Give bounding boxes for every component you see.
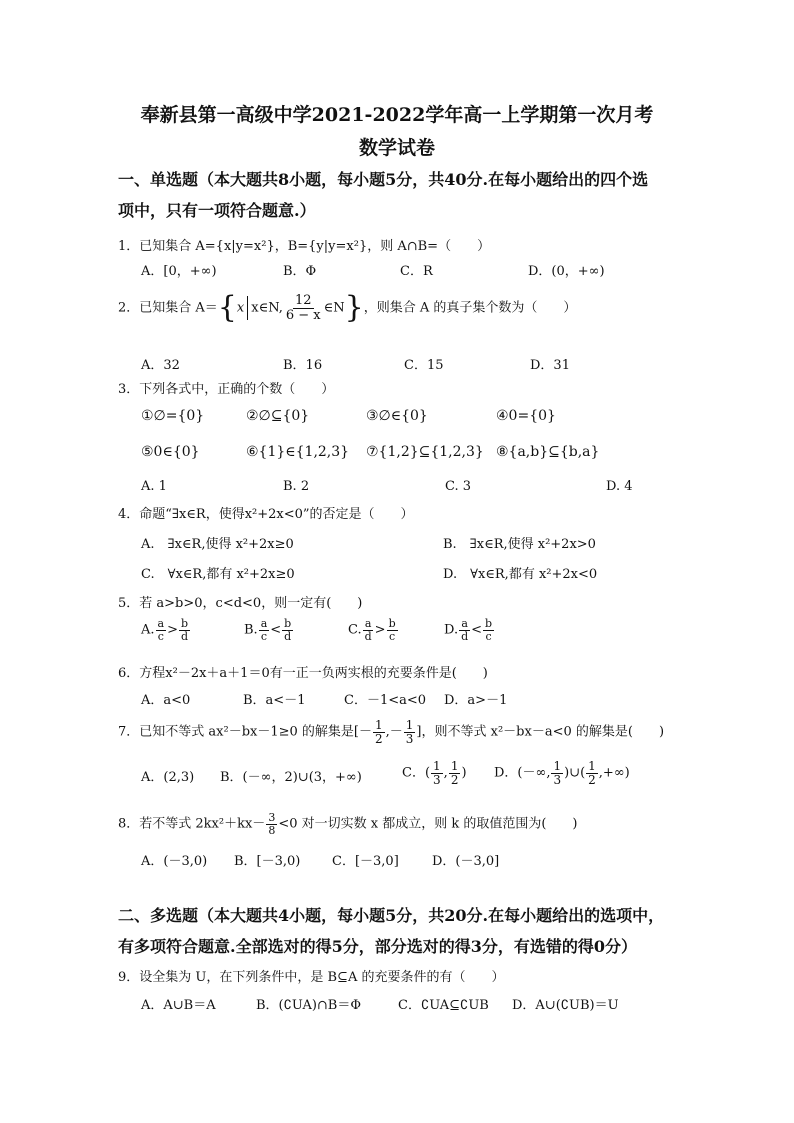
q4-stem: 4．命题“∃x∈R，使得x²+2x<0”的否定是（ ）	[118, 507, 414, 522]
q6-option-c: C．－1<a<0	[344, 693, 427, 708]
q9-option-b: B．(∁UA)∩B＝Φ	[256, 998, 362, 1013]
q2-option-c: C．15	[404, 358, 444, 373]
q5-option-b: B. $\frac{a}{c}$ < $\frac{b}{d}$	[244, 617, 292, 643]
q5-option-d: D. $\frac{a}{d}$ < $\frac{b}{c}$	[444, 617, 493, 643]
q3-item-6: ⑥{1}∈{1,2,3}	[246, 444, 350, 460]
q7-option-d: D．(－∞, $\frac{1}{3}$ )∪( $\frac{1}{2}$ ,+∞)	[494, 759, 630, 787]
q2-option-d: D．31	[530, 358, 570, 373]
q3-item-2: ②∅⊆{0}	[246, 408, 310, 424]
q1-option-a: A．[0，+∞)	[141, 264, 217, 279]
q3-stem: 3．下列各式中，正确的个数（ ）	[118, 382, 335, 397]
section1-heading-line1: 一、单选题（本大题共8小题，每小题5分，共40分.在每小题给出的四个选	[118, 170, 649, 189]
q3-item-5: ⑤0∈{0}	[141, 444, 200, 460]
q9-option-c: C．∁UA⊆∁UB	[398, 998, 489, 1013]
q3-item-4: ④0={0}	[496, 408, 556, 424]
q2-frac-den: 6 − x	[285, 307, 321, 323]
section1-heading-line2: 项中，只有一项符合题意.）	[118, 201, 316, 220]
q2-option-a: A．32	[141, 358, 180, 373]
q7-option-c: C．( $\frac{1}{3}$ , $\frac{1}{2}$ )	[402, 759, 467, 787]
q3-option-b: B. 2	[283, 479, 310, 494]
q2-stem-suffix: ，则集合 A 的真子集个数为（ ）	[363, 300, 577, 316]
q8-option-a: A．(－3,0)	[141, 854, 208, 869]
q2-stem	[118, 290, 577, 326]
right-brace: }	[344, 290, 364, 326]
set-bar	[247, 296, 248, 320]
q9-option-a: A．A∪B＝A	[141, 998, 216, 1013]
q3-option-d: D. 4	[606, 479, 633, 494]
q7-stem: 7．已知不等式 ax²－bx－1≥0 的解集是[－ $\frac{1}{2}$ ,－ $\frac{1}{3}$ ]，则不等式 x²－bx－a<0 的解集是( )	[118, 718, 665, 746]
q5-stem: 5．若 a>b>0，c<d<0，则一定有( )	[118, 596, 363, 611]
q9-stem: 9．设全集为 U，在下列条件中，是 B⊆A 的充要条件的有（ ）	[118, 970, 505, 985]
q5-option-c: C. $\frac{a}{d}$ > $\frac{b}{c}$	[348, 617, 396, 643]
q1-option-d: D．(0，+∞)	[528, 264, 605, 279]
q4-option-b: B. ∃x∈R,使得 x²+2x>0	[443, 537, 596, 552]
q7-option-b: B．(－∞，2)∪(3，+∞)	[220, 770, 362, 785]
q1-stem: 1．已知集合 A={x|y=x²}，B={y|y=x²}，则 A∩B=（ ）	[118, 239, 491, 254]
q2-option-b: B．16	[283, 358, 323, 373]
exam-title: 奉新县第一高级中学2021-2022学年高一上学期第一次月考	[140, 104, 654, 126]
q2-stem-prefix: 2．已知集合 A＝	[118, 300, 218, 316]
q6-option-d: D．a>－1	[444, 693, 508, 708]
q2-set-var: x	[236, 300, 245, 316]
q3-option-a: A. 1	[141, 479, 167, 494]
q2-frac-num: 12	[294, 293, 312, 308]
q8-stem: 8．若不等式 2kx²＋kx－ $\frac{3}{8}$ <0 对一切实数 x 都成立，则 k 的取值范围为( )	[118, 811, 578, 837]
q4-option-a: A. ∃x∈R,使得 x²+2x≥0	[141, 537, 294, 552]
section2-heading-line2: 有多项符合题意.全部选对的得5分，部分选对的得3分，有选错的得0分）	[118, 937, 637, 956]
q4-option-c: C. ∀x∈R,都有 x²+2x≥0	[141, 567, 295, 582]
q3-option-c: C. 3	[445, 479, 472, 494]
q3-item-8: ⑧{a,b}⊆{b,a}	[496, 444, 600, 460]
section2-heading-line1: 二、多选题（本大题共4小题，每小题5分，共20分.在每小题给出的选项中，	[118, 906, 665, 925]
q3-item-7: ⑦{1,2}⊆{1,2,3}	[366, 444, 484, 460]
q8-option-b: B．[－3,0)	[234, 854, 301, 869]
q6-option-a: A．a<0	[141, 693, 191, 708]
q2-set-cond: x∈N,	[251, 300, 283, 316]
q7-frac-2: $\frac{1}{3}$	[405, 718, 414, 746]
q8-fraction: $\frac{3}{8}$	[268, 811, 276, 837]
q9-option-d: D．A∪(∁UB)＝U	[512, 998, 619, 1013]
q8-option-c: C．[－3,0]	[332, 854, 399, 869]
q2-set-tail: ∈N	[323, 300, 345, 316]
q1-option-c: C．R	[400, 264, 433, 279]
q3-item-3: ③∅∈{0}	[366, 408, 428, 424]
q5-option-a: A. $\frac{a}{c}$ > $\frac{b}{d}$	[141, 617, 189, 643]
q7-frac-1: $\frac{1}{2}$	[375, 718, 383, 746]
q1-option-b: B．Φ	[283, 264, 317, 279]
q7-option-a: A．(2,3)	[141, 770, 195, 785]
left-brace: {	[217, 290, 237, 326]
exam-subtitle: 数学试卷	[358, 137, 435, 159]
q3-item-1: ①∅={0}	[141, 408, 205, 424]
q2-fraction	[284, 294, 323, 322]
q6-option-b: B．a<－1	[243, 693, 306, 708]
q6-stem: 6．方程x²－2x＋a＋1＝0有一正一负两实根的充要条件是( )	[118, 666, 488, 681]
q8-option-d: D．(－3,0]	[432, 854, 500, 869]
q4-option-d: D. ∀x∈R,都有 x²+2x<0	[443, 567, 598, 582]
